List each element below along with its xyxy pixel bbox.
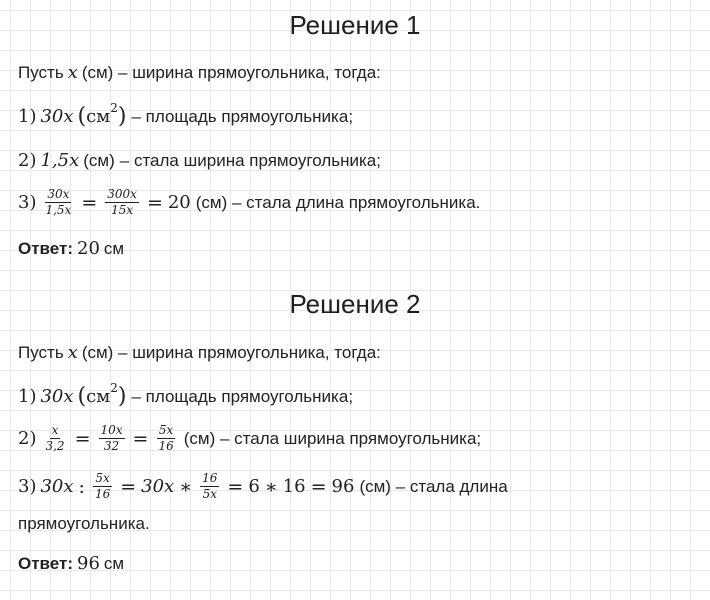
- step-text: прямоугольника.: [18, 514, 150, 533]
- result-value: 20: [167, 192, 191, 213]
- solution-1-intro: [18, 62, 381, 83]
- fraction: $\frac{5x}{16}$: [94, 471, 111, 501]
- expression: 30x: [40, 386, 74, 407]
- fraction: $\frac{16}{5x}$: [202, 471, 218, 501]
- solution-1-step-3: [18, 188, 480, 217]
- answer-label: Ответ:: [18, 553, 73, 573]
- solution-1-step-2: [18, 150, 381, 171]
- answer-value: 20: [77, 238, 100, 259]
- step-number: 1): [18, 386, 37, 407]
- solution-2-title: Решение 2: [289, 289, 421, 319]
- fraction: $\frac{10x}{32}$: [100, 423, 123, 453]
- intro-text: (см) – ширина прямоугольника, тогда:: [81, 342, 381, 362]
- unit: см: [86, 386, 111, 407]
- step-text: – площадь прямоугольника;: [131, 386, 354, 406]
- colon-sign: :: [78, 475, 85, 498]
- solution-2-step-3: [18, 472, 508, 501]
- answer-unit: см: [103, 553, 125, 573]
- intro-text: Пусть: [18, 62, 64, 82]
- exponent: 2: [110, 380, 118, 395]
- solution-2-step-2: [18, 424, 481, 453]
- fraction: $\frac{30x}{1,5x}$: [45, 187, 72, 217]
- step-number: 1): [18, 106, 37, 127]
- equals-sign: =: [146, 191, 163, 214]
- step-number: 2): [18, 428, 37, 449]
- unit: (см): [83, 150, 115, 170]
- solution-1-title: Решение 1: [289, 10, 421, 40]
- step-number: 3): [18, 192, 37, 213]
- variable-x: x: [67, 62, 78, 83]
- equals-sign: =: [310, 475, 327, 498]
- intro-text: (см) – ширина прямоугольника, тогда:: [81, 62, 381, 82]
- fraction: $\frac{300x}{15x}$: [107, 187, 137, 217]
- step-text: (см) – стала длина: [359, 476, 508, 496]
- equals-sign: =: [120, 475, 137, 498]
- number: 6: [248, 476, 260, 497]
- solution-1-step-1: 1) 30x ( см 2 ) – площадь прямоугольника;: [18, 100, 354, 129]
- intro-text: Пусть: [18, 342, 64, 362]
- equals-sign: =: [132, 427, 149, 450]
- step-number: 3): [18, 476, 37, 497]
- variable-x: x: [67, 342, 78, 363]
- fraction: $\frac{5x}{16}$: [158, 423, 174, 453]
- step-text: (см) – стала длина прямоугольника.: [195, 192, 481, 212]
- solution-2-intro: [18, 342, 381, 363]
- unit: см: [86, 106, 111, 127]
- number: 16: [282, 476, 306, 497]
- solution-1-answer: [18, 238, 124, 259]
- multiply-sign: ∗: [179, 475, 193, 498]
- step-text: (см) – стала ширина прямоугольника;: [183, 428, 482, 448]
- step-number: 2): [18, 150, 37, 171]
- step-text: – стала ширина прямоугольника;: [119, 150, 381, 170]
- solution-2-answer: [18, 553, 124, 574]
- equals-sign: =: [74, 427, 91, 450]
- answer-value: 96: [77, 553, 100, 574]
- solution-2-step-1: 1) 30x ( см 2 ) – площадь прямоугольника;: [18, 380, 354, 409]
- answer-unit: см: [103, 238, 125, 258]
- exponent: 2: [110, 100, 118, 115]
- equals-sign: =: [227, 475, 244, 498]
- step-text: – площадь прямоугольника;: [131, 106, 354, 126]
- expression: 30x: [141, 476, 175, 497]
- expression: 1,5x: [40, 150, 80, 171]
- answer-label: Ответ:: [18, 238, 73, 258]
- solution-2-step-3-continuation: [18, 514, 150, 534]
- expression: 30x: [40, 106, 74, 127]
- equals-sign: =: [81, 191, 98, 214]
- expression: 30x: [40, 476, 74, 497]
- multiply-sign: ∗: [264, 475, 278, 498]
- fraction: $\frac{x}{3,2}$: [45, 423, 65, 453]
- result-value: 96: [331, 476, 355, 497]
